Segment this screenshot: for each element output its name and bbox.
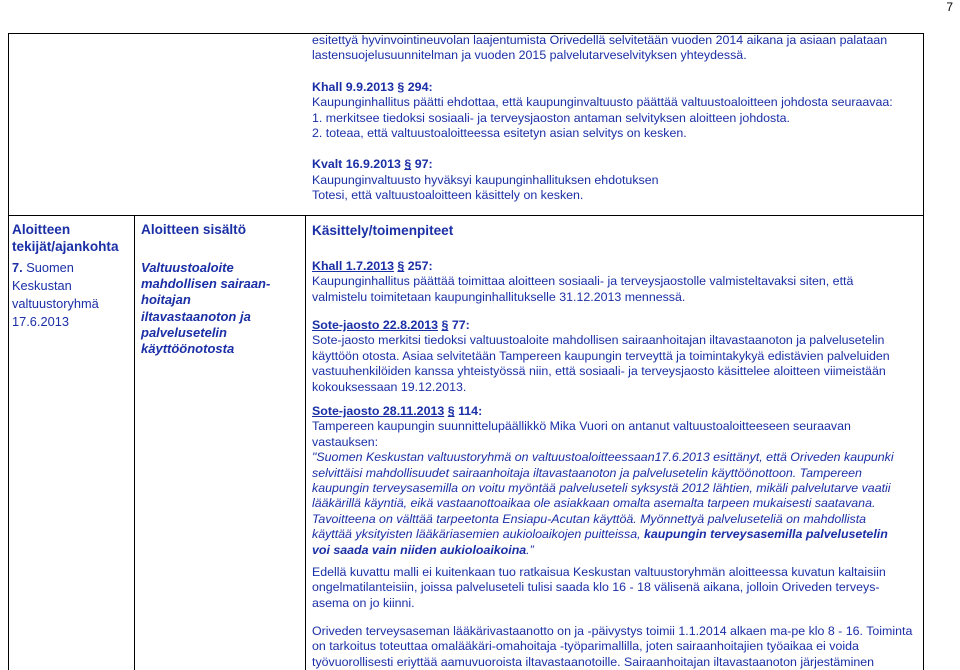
initiative-content-cell: Valtuustoaloite mahdollisen sairaan- hoitajan iltavastaanoton ja palvelusetelin käyttöönotosta <box>141 260 271 357</box>
action-paragraph-model: Edellä kuvattu malli ei kuitenkaan tuo ratkaisua Keskustan valtuustoryhmän aloitteessa kuvatun kaltaisiin ongelmatilanteisiin, joissa palveluseteli tulisi saada klo 16 - 18 välisenä aikana, jolloin Oriveden terveys- asema on jo kiinni. <box>312 565 886 610</box>
column-header-initiators: Aloitteen tekijät/ajankohta <box>12 222 119 254</box>
kvalt-line: Totesi, että valtuustoaloitteen käsittely on kesken. <box>312 188 584 203</box>
initiators-cell: 7. Suomen Keskustan valtuustoryhmä 17.6.2013 <box>12 260 99 329</box>
khall-reference: Khall 9.9.2013 <box>312 79 394 94</box>
kvalt-reference: Kvalt 16.9.2013 <box>312 157 401 172</box>
initiative-date: 17.6.2013 <box>12 314 69 329</box>
column-divider-2 <box>305 215 306 670</box>
khall-line: 1. merkitsee tiedoksi sosiaali- ja terveysjaoston antaman selvityksen aloitteen johdosta. <box>312 110 790 125</box>
initiative-number: 7. <box>12 260 23 275</box>
top-paragraph-line: lastensuojelusuunnitelman ja vuoden 2015 palvelutarveselvityksen yhteydessä. <box>312 48 747 63</box>
khall-line: 2. toteaa, että valtuustoaloitteessa esitetyn asian selvitys on kesken. <box>312 126 687 141</box>
khall-decision-heading: Khall 9.9.2013 § 294: <box>312 79 433 94</box>
table-left-border <box>8 33 9 670</box>
column-header-content: Aloitteen sisältö <box>141 222 246 237</box>
khall-line: Kaupunginhallitus päätti ehdottaa, että kaupunginvaltuusto päättää valtuustoaloitteen johdosta seuraavaa: <box>312 95 893 110</box>
kvalt-decision-heading: Kvalt 16.9.2013 § 97: <box>312 157 433 172</box>
quoted-answer: "Suomen Keskustan valtuustoryhmä on valtuustoaloitteessaan17.6.2013 esittänyt, että Oriveden kaupunki selvittäisi mahdollisuudet sairaanhoitaja iltavastaanoton ja palvelusetelin käyttöönottoon. Tampereen kaupungin terveysasemilla on voitu myöntää palveluseteli syksystä 2012 lähtien, mikäli palvelutarve vaatii lääkärillä käyntiä, eikä vastaanottoaikaa ole asiakkaan omalta asemalta tarpeen mukaisesti saatavana. Tavoitteena on välttää tarpeetonta Ensiapu-Acutan käyttöä. Myönnettyä palveluseteliä on mahdollista käyttää yksityisten lääkäriasemien aukioloaikojen puitteissa, kaupungin terveysasemilla palvelusetelin voi saada vain niiden aukioloaikoina.” <box>312 450 894 557</box>
action-entry-sote-november: Sote-jaosto 28.11.2013 § 114: Tampereen kaupungin suunnittelupäällikkö Mika Vuori on antanut valtuustoaloitteeseen seuraavan vastauksen: "Suomen Keskustan valtuustoryhmä on valtuustoaloitteessaan17.6.2013 esittänyt, että Oriveden kaupunki selvittäisi mahdollisuudet sairaanhoitaja iltavastaanoton ja palvelusetelin käyttöönottoon. Tampereen kaupungin terveysasemilla on voitu myöntää palveluseteli syksystä 2012 lähtien, mikäli palvelutarve vaatii lääkärillä käyntiä, eikä vastaanottoaikaa ole asiakkaan omalta asemalta tarpeen mukaisesti saatavana. Tavoitteena on välttää tarpeetonta Ensiapu-Acutan käyttöä. Myönnettyä palveluseteliä on mahdollista käyttää yksityisten lääkäriasemien aukioloaikojen puitteissa, kaupungin terveysasemilla palvelusetelin voi saada vain niiden aukioloaikoina.” <box>312 404 894 557</box>
page-number: 7 <box>946 0 953 14</box>
column-header-actions: Käsittely/toimenpiteet <box>312 223 454 238</box>
action-entry-khall: Khall 1.7.2013 § 257: Kaupunginhallitus päättää toimittaa aloitteen sosiaali- ja terveysjaostolle valmisteltavaksi siten, että valmistelu toimitetaan kaupunginhallitukselle 31.12.2013 mennessä. <box>312 259 854 304</box>
header-row-border <box>8 215 924 216</box>
column-divider-1 <box>134 215 135 670</box>
top-section <box>312 33 893 204</box>
table-right-border <box>923 33 924 670</box>
khall-section: 294 <box>407 79 429 94</box>
top-paragraph-line: esitettyä hyvinvointineuvolan laajentumista Orivedellä selvitetään vuoden 2014 aikana ja asiaan palataan <box>312 33 888 47</box>
kvalt-line: Kaupunginvaltuusto hyväksyi kaupunginhallituksen ehdotuksen <box>312 172 659 187</box>
action-entry-sote-august: Sote-jaosto 22.8.2013 § 77: Sote-jaosto merkitsi tiedoksi valtuustoaloite mahdollisen sairaanhoitajan iltavastaanoton ja palvelusetelin käyttöön otosta. Asiaa selvitetään Tampereen kaupungin terveyttä ja toimintakykyä edistävien palveluiden vastuuhenkilöiden kanssa yhteistyössä niin, että sosiaali- ja terveysjaosto käsittelee aloitteen viimeistään kokouksessaan 19.12.2013. <box>312 318 890 394</box>
action-paragraph-health-station: Oriveden terveysaseman lääkärivastaanotto on ja -päivystys toimii 1.1.2014 alkaen ma-pe klo 8 - 16. Toiminta on tarkoitus toteuttaa omalääkäri-omahoitaja -työparimallilla, joten sairaanhoitajien työaikaa ei voida työvuorollisesti eriyttää aamuvuoroista iltavastaanotoille. Sairaanhoitajan iltavastaanoton järjestäminen <box>312 624 913 669</box>
kvalt-section: 97 <box>414 157 429 172</box>
